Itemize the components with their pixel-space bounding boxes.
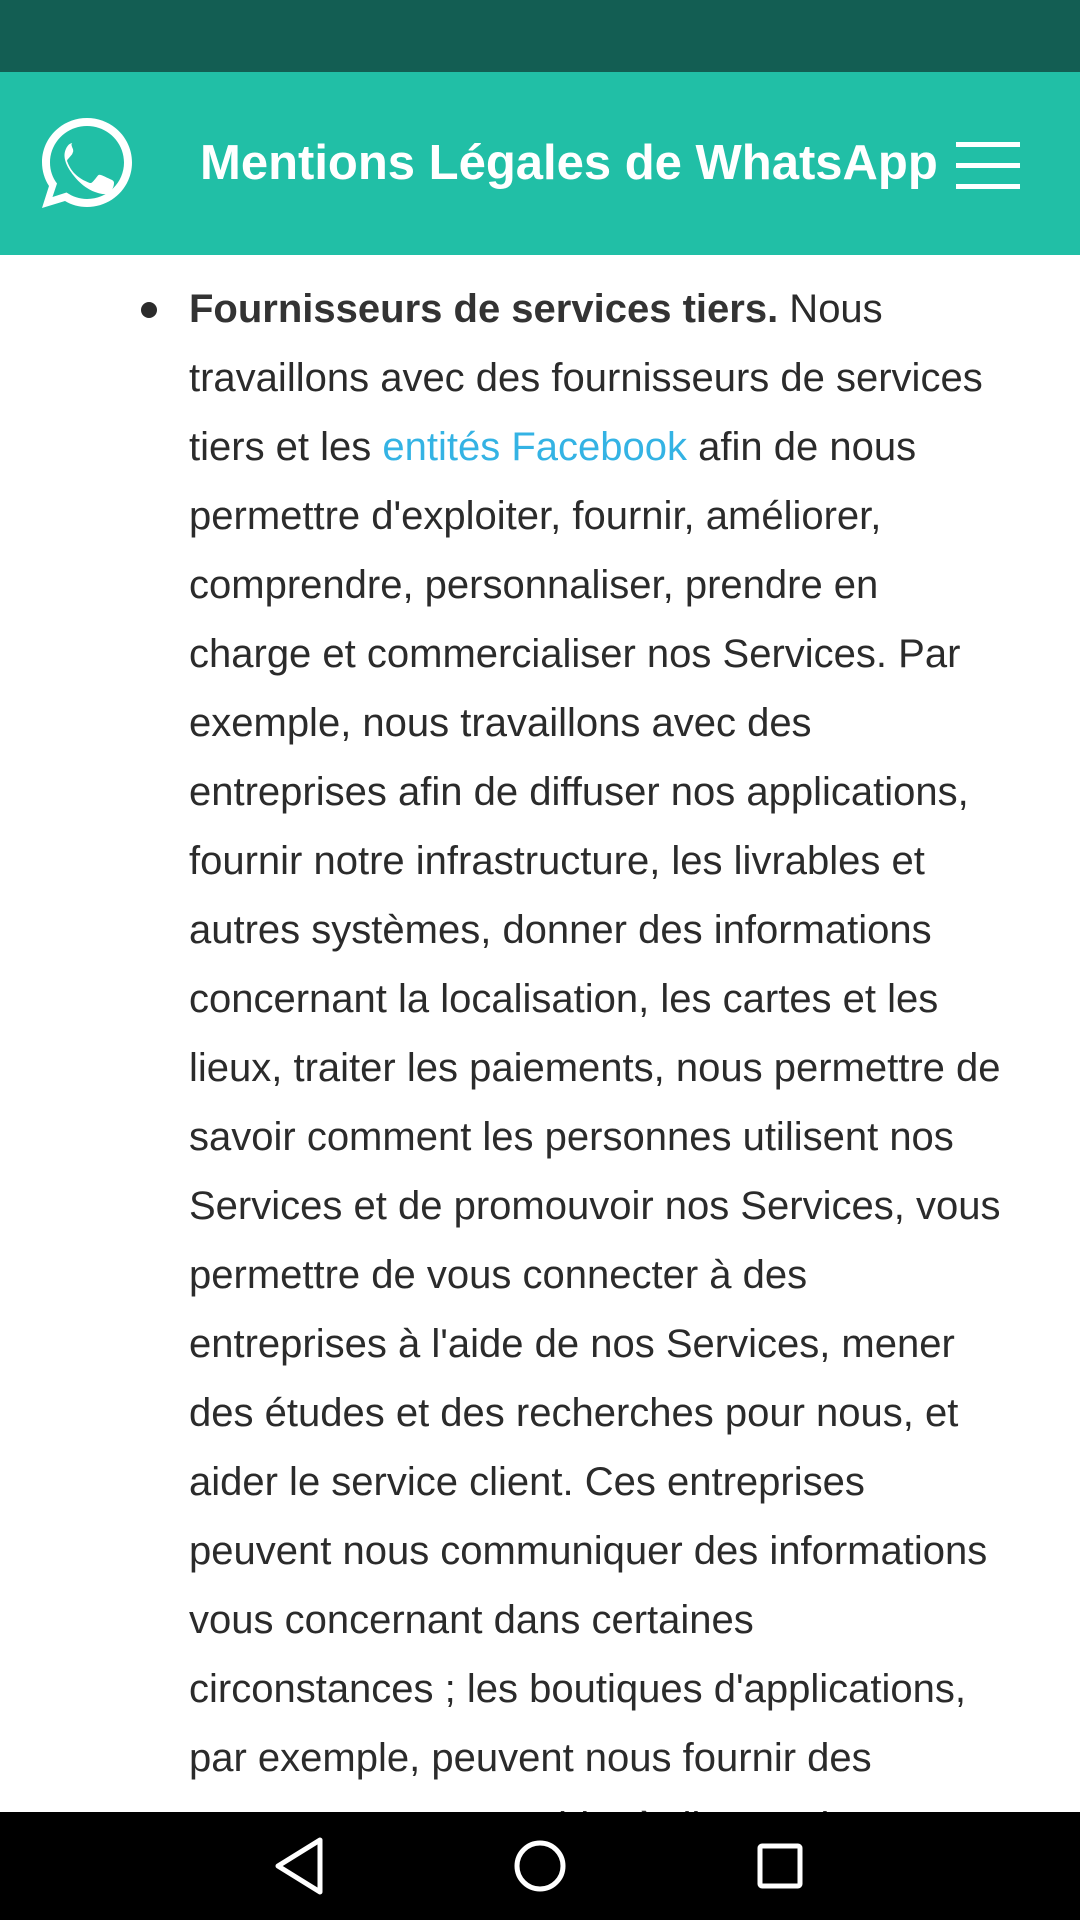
whatsapp-logo-svg bbox=[36, 112, 138, 214]
legal-content[interactable] bbox=[0, 255, 1080, 1812]
back-triangle-icon bbox=[260, 1826, 340, 1906]
hamburger-menu-icon-line bbox=[956, 142, 1020, 147]
hamburger-menu-icon-line bbox=[956, 163, 1020, 168]
hamburger-menu-icon-line bbox=[956, 184, 1020, 189]
item-text-after-link: afin de nous permettre d'exploiter, fournir, améliorer, comprendre, personnaliser, prendre en charge et commercialiser nos Services. Par exemple, nous travaillons avec des entreprises afin de diffuser nos applications, fournir notre infrastructure, les livrables et autres systèmes, donner des informations concernant la localisation, les cartes et les lieux, traiter les paiements, nous permettre de savoir comment les personnes utilisent nos Services et de promouvoir nos Services, vous permettre de vous connecter à des entreprises à l'aide de nos Services, mener des études et des recherches pour nous, et aider le service client. Ces entreprises peuvent nous communiquer des informations vous concernant dans certaines circonstances ; les boutiques d'applications, par exemple, peuvent nous fournir des bbox=[189, 425, 1001, 1780]
system-navigation-bar bbox=[0, 1812, 1080, 1920]
recent-apps-button[interactable] bbox=[740, 1826, 820, 1906]
app-bar bbox=[0, 72, 1080, 255]
facebook-entities-link[interactable]: entités Facebook bbox=[382, 425, 688, 469]
recent-apps-square-icon bbox=[740, 1826, 820, 1906]
item-text-before-link: Nous travaillons avec des fournisseurs de services tiers et les bbox=[189, 287, 983, 469]
item-heading: Fournisseurs de services tiers. bbox=[189, 287, 779, 331]
bullet-icon bbox=[141, 302, 157, 318]
status-bar bbox=[0, 0, 1080, 72]
back-button[interactable] bbox=[260, 1826, 340, 1906]
list-item bbox=[189, 275, 1009, 1931]
hamburger-menu-button[interactable] bbox=[950, 134, 1026, 194]
home-circle-icon bbox=[500, 1826, 580, 1906]
page-title: Mentions Légales de WhatsApp bbox=[200, 136, 938, 190]
home-button[interactable] bbox=[500, 1826, 580, 1906]
whatsapp-logo-icon[interactable] bbox=[36, 112, 138, 214]
